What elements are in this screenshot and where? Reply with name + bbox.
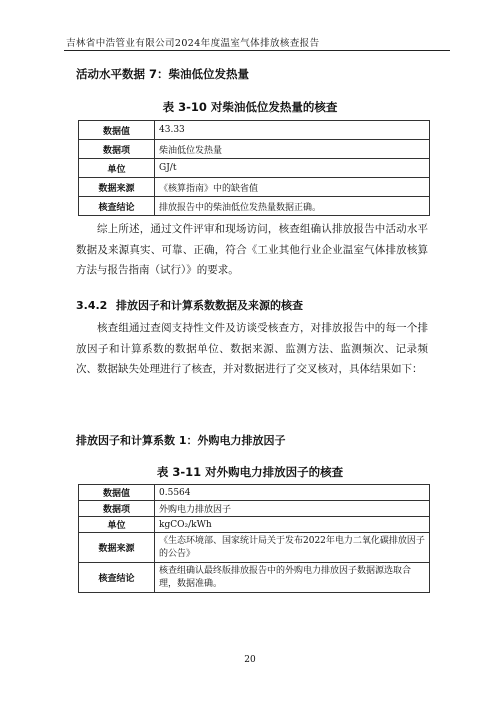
table-row [79, 485, 430, 501]
table-3-10-caption: 表 3-10 对柴油低位发热量的核查 [162, 100, 338, 114]
row-label: 数据来源 [79, 178, 155, 197]
row-label: 数据项 [79, 140, 155, 159]
table-3-10 [78, 120, 430, 216]
row-value: 排放报告中的柴油低位发热量数据正确。 [155, 197, 430, 216]
header-divider [64, 50, 450, 51]
table-row [79, 501, 430, 517]
table-row [79, 178, 430, 197]
row-value: 柴油低位发热量 [155, 140, 430, 159]
row-value: 《核算指南》中的缺省值 [155, 178, 430, 197]
row-value: 《生态环境部、国家统计局关于发布2022年电力二氧化碳排放因子的公告》 [155, 533, 430, 563]
row-value: kgCO₂/kWh [155, 517, 430, 533]
row-label: 数据项 [79, 501, 155, 517]
table-3-11 [78, 484, 430, 593]
section-body: 核查组通过查阅支持性文件及访谈受核查方，对排放报告中的每一个排放因子和计算系数的数据单位、数据来源、监测方法、监测频次、记录频次、数据缺失处理进行了核查，并对数据进行了交叉核对，具体结果如下： [76, 322, 428, 375]
row-value: 43.33 [155, 121, 430, 140]
summary-paragraph: 综上所述，通过文件评审和现场访问，核查组确认排放报告中活动水平数据及来源真实、可靠、正确，符合《工业其他行业企业温室气体排放核算方法与报告指南（试行）》的要求。 [76, 223, 428, 276]
row-value: 核查组确认最终版排放报告中的外购电力排放因子数据源选取合理，数据准确。 [155, 563, 430, 593]
row-label: 单位 [79, 517, 155, 533]
row-label: 核查结论 [79, 563, 155, 593]
section-number: 3.4.2 [76, 299, 108, 312]
table-row [79, 533, 430, 563]
table-row [79, 563, 430, 593]
page-number: 20 [244, 655, 256, 665]
table-row [79, 140, 430, 159]
row-label: 数据来源 [79, 533, 155, 563]
section-title: 排放因子和计算系数数据及来源的核查 [116, 299, 303, 312]
row-label: 核查结论 [79, 197, 155, 216]
row-value: 0.5564 [155, 485, 430, 501]
row-label: 数据值 [79, 121, 155, 140]
row-value: 外购电力排放因子 [155, 501, 430, 517]
factor-heading: 排放因子和计算系数 1：外购电力排放因子 [76, 434, 286, 447]
table-row [79, 517, 430, 533]
table-row [79, 159, 430, 178]
table-row [79, 197, 430, 216]
row-label: 单位 [79, 159, 155, 178]
section-heading [76, 297, 303, 313]
table-3-11-caption: 表 3-11 对外购电力排放因子的核查 [156, 465, 344, 479]
table-row [79, 121, 430, 140]
activity-heading: 活动水平数据 7：柴油低位发热量 [76, 67, 250, 81]
row-value: GJ/t [155, 159, 430, 178]
row-label: 数据值 [79, 485, 155, 501]
report-header: 吉林省中浩管业有限公司2024年度温室气体排放核查报告 [66, 38, 320, 49]
